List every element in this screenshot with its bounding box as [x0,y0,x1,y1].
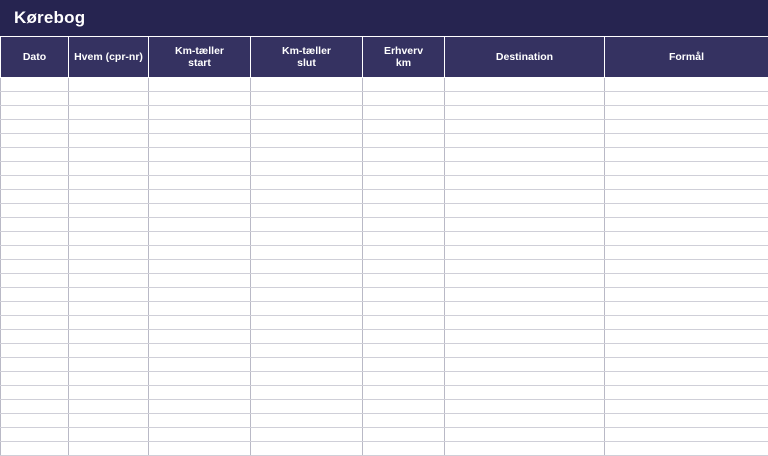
table-cell[interactable] [1,246,69,260]
table-cell[interactable] [605,428,768,442]
table-cell[interactable] [605,162,768,176]
column-header-dato: Dato [1,37,69,78]
table-cell[interactable] [69,302,149,316]
table-cell[interactable] [445,316,605,330]
table-cell[interactable] [251,78,363,92]
table-cell[interactable] [363,274,445,288]
table-row[interactable] [1,428,768,442]
table-cell[interactable] [605,288,768,302]
table-cell[interactable] [251,218,363,232]
table-cell[interactable] [1,176,69,190]
table-cell[interactable] [1,78,69,92]
table-cell[interactable] [69,442,149,456]
table-cell[interactable] [251,442,363,456]
table-row[interactable] [1,260,768,274]
table-cell[interactable] [445,400,605,414]
column-header-erhverv-km [363,37,445,78]
table-cell[interactable] [251,260,363,274]
table-cell[interactable] [363,148,445,162]
table-cell[interactable] [251,134,363,148]
table-cell[interactable] [363,190,445,204]
table-cell[interactable] [363,330,445,344]
table-cell[interactable] [445,176,605,190]
table-cell[interactable] [363,442,445,456]
table-cell[interactable] [605,442,768,456]
table-row[interactable] [1,204,768,218]
table-cell[interactable] [69,120,149,134]
table-cell[interactable] [605,316,768,330]
table-cell[interactable] [605,302,768,316]
table-cell[interactable] [149,372,251,386]
table-row[interactable] [1,120,768,134]
table-cell[interactable] [445,386,605,400]
table-cell[interactable] [363,260,445,274]
table-cell[interactable] [251,106,363,120]
table-cell[interactable] [251,120,363,134]
table-row[interactable] [1,218,768,232]
table-cell[interactable] [1,358,69,372]
table-cell[interactable] [605,134,768,148]
table-cell[interactable] [445,190,605,204]
table-cell[interactable] [445,120,605,134]
table-cell[interactable] [251,372,363,386]
table-row[interactable] [1,344,768,358]
table-cell[interactable] [149,260,251,274]
table-row[interactable] [1,442,768,456]
table-cell[interactable] [363,162,445,176]
column-header-km-slut-line2: slut [297,57,316,69]
table-cell[interactable] [69,274,149,288]
table-cell[interactable] [1,428,69,442]
table-cell[interactable] [1,316,69,330]
table-cell[interactable] [1,372,69,386]
table-cell[interactable] [149,302,251,316]
table-cell[interactable] [149,148,251,162]
table-cell[interactable] [251,302,363,316]
table-header-row [1,37,768,78]
table-cell[interactable] [363,372,445,386]
table-cell[interactable] [69,358,149,372]
table-header [1,37,768,78]
table-cell[interactable] [149,162,251,176]
column-header-formaal: Formål [605,37,768,78]
table-body [1,78,768,456]
table-cell[interactable] [363,120,445,134]
column-header-km-start-line2: start [188,57,211,69]
table-cell[interactable] [363,428,445,442]
table-row[interactable] [1,400,768,414]
table-row[interactable] [1,176,768,190]
table-cell[interactable] [149,176,251,190]
table-row[interactable] [1,190,768,204]
table-cell[interactable] [605,260,768,274]
table-cell[interactable] [69,428,149,442]
table-cell[interactable] [149,358,251,372]
table-cell[interactable] [605,120,768,134]
table-cell[interactable] [149,330,251,344]
table-cell[interactable] [1,106,69,120]
table-cell[interactable] [251,232,363,246]
table-cell[interactable] [69,372,149,386]
table-cell[interactable] [363,302,445,316]
table-row[interactable] [1,134,768,148]
table-cell[interactable] [445,372,605,386]
table-cell[interactable] [1,162,69,176]
table-cell[interactable] [149,274,251,288]
table-cell[interactable] [69,134,149,148]
table-row[interactable] [1,358,768,372]
table-cell[interactable] [363,386,445,400]
column-header-km-start-line1: Km-tæller [175,45,224,57]
table-row[interactable] [1,302,768,316]
table-cell[interactable] [149,442,251,456]
table-cell[interactable] [363,176,445,190]
table-cell[interactable] [149,204,251,218]
table-cell[interactable] [445,414,605,428]
table-cell[interactable] [445,260,605,274]
table-cell[interactable] [363,92,445,106]
table-cell[interactable] [149,246,251,260]
table-cell[interactable] [445,274,605,288]
table-cell[interactable] [363,316,445,330]
table-cell[interactable] [69,92,149,106]
table-cell[interactable] [69,400,149,414]
table-cell[interactable] [1,204,69,218]
table-cell[interactable] [363,344,445,358]
table-row[interactable] [1,106,768,120]
table-cell[interactable] [1,414,69,428]
table-cell[interactable] [605,106,768,120]
table-cell[interactable] [1,344,69,358]
table-cell[interactable] [1,400,69,414]
table-cell[interactable] [149,288,251,302]
table-cell[interactable] [149,414,251,428]
table-cell[interactable] [605,218,768,232]
table-cell[interactable] [69,414,149,428]
table-cell[interactable] [605,176,768,190]
table-cell[interactable] [251,358,363,372]
table-cell[interactable] [363,106,445,120]
table-cell[interactable] [149,120,251,134]
table-cell[interactable] [445,162,605,176]
table-cell[interactable] [445,428,605,442]
table-cell[interactable] [69,232,149,246]
table-row[interactable] [1,162,768,176]
table-cell[interactable] [1,302,69,316]
table-row[interactable] [1,78,768,92]
table-cell[interactable] [445,106,605,120]
table-cell[interactable] [1,134,69,148]
table-cell[interactable] [251,162,363,176]
table-cell[interactable] [69,218,149,232]
table-cell[interactable] [69,204,149,218]
table-cell[interactable] [251,190,363,204]
table-row[interactable] [1,288,768,302]
table-cell[interactable] [1,120,69,134]
table-cell[interactable] [363,218,445,232]
column-header-erhverv-km-line2: km [396,57,411,69]
table-cell[interactable] [1,190,69,204]
table-cell[interactable] [363,288,445,302]
table-cell[interactable] [363,134,445,148]
table-cell[interactable] [605,344,768,358]
table-row[interactable] [1,372,768,386]
table-cell[interactable] [149,218,251,232]
table-cell[interactable] [251,428,363,442]
table-cell[interactable] [363,358,445,372]
table-cell[interactable] [69,246,149,260]
table-cell[interactable] [605,148,768,162]
table-cell[interactable] [251,414,363,428]
table-cell[interactable] [251,344,363,358]
table-cell[interactable] [605,330,768,344]
table-cell[interactable] [363,414,445,428]
table-row[interactable] [1,330,768,344]
table-cell[interactable] [445,148,605,162]
table-cell[interactable] [605,232,768,246]
table-cell[interactable] [1,92,69,106]
table-cell[interactable] [69,176,149,190]
table-row[interactable] [1,148,768,162]
table-cell[interactable] [1,232,69,246]
table-cell[interactable] [605,358,768,372]
table-row[interactable] [1,274,768,288]
table-cell[interactable] [1,260,69,274]
column-header-km-start [149,37,251,78]
table-cell[interactable] [445,134,605,148]
table-cell[interactable] [251,288,363,302]
table-row[interactable] [1,386,768,400]
table-cell[interactable] [69,316,149,330]
table-cell[interactable] [605,400,768,414]
table-cell[interactable] [445,288,605,302]
table-cell[interactable] [605,190,768,204]
table-cell[interactable] [149,316,251,330]
table-cell[interactable] [69,148,149,162]
table-cell[interactable] [149,106,251,120]
table-cell[interactable] [605,78,768,92]
table-cell[interactable] [605,204,768,218]
table-cell[interactable] [251,330,363,344]
table-cell[interactable] [149,400,251,414]
column-header-erhverv-km-line1: Erhverv [384,45,423,57]
table-cell[interactable] [605,274,768,288]
table-cell[interactable] [69,288,149,302]
table-cell[interactable] [69,386,149,400]
table-cell[interactable] [445,358,605,372]
table-cell[interactable] [1,274,69,288]
table-cell[interactable] [445,344,605,358]
table-cell[interactable] [605,92,768,106]
table-cell[interactable] [363,78,445,92]
table-cell[interactable] [251,246,363,260]
page-title: Kørebog [14,8,85,28]
table-cell[interactable] [1,148,69,162]
table-cell[interactable] [251,400,363,414]
table-cell[interactable] [445,204,605,218]
table-cell[interactable] [251,92,363,106]
table-cell[interactable] [69,344,149,358]
table-cell[interactable] [149,386,251,400]
document-title-bar [0,0,768,36]
table-cell[interactable] [149,92,251,106]
table-cell[interactable] [69,190,149,204]
table-cell[interactable] [445,78,605,92]
table-cell[interactable] [363,400,445,414]
column-header-km-slut [251,37,363,78]
table-cell[interactable] [445,442,605,456]
table-row[interactable] [1,316,768,330]
table-cell[interactable] [149,190,251,204]
table-cell[interactable] [445,218,605,232]
column-header-destination: Destination [445,37,605,78]
table-cell[interactable] [149,344,251,358]
table-cell[interactable] [251,316,363,330]
table-cell[interactable] [69,106,149,120]
table-cell[interactable] [445,302,605,316]
table-cell[interactable] [1,218,69,232]
table-cell[interactable] [1,442,69,456]
table-cell[interactable] [605,386,768,400]
column-header-km-slut-line1: Km-tæller [282,45,331,57]
table-cell[interactable] [69,260,149,274]
table-cell[interactable] [251,148,363,162]
table-cell[interactable] [251,204,363,218]
table-cell[interactable] [1,288,69,302]
table-cell[interactable] [363,232,445,246]
table-row[interactable] [1,92,768,106]
table-row[interactable] [1,232,768,246]
column-header-hvem: Hvem (cpr-nr) [69,37,149,78]
table-cell[interactable] [445,330,605,344]
table-cell[interactable] [69,78,149,92]
table-cell[interactable] [149,428,251,442]
table-cell[interactable] [69,330,149,344]
table-cell[interactable] [251,176,363,190]
table-cell[interactable] [1,330,69,344]
table-cell[interactable] [149,232,251,246]
table-cell[interactable] [363,204,445,218]
table-cell[interactable] [363,246,445,260]
table-row[interactable] [1,414,768,428]
table-cell[interactable] [149,134,251,148]
table-cell[interactable] [251,274,363,288]
table-cell[interactable] [605,246,768,260]
table-cell[interactable] [445,232,605,246]
table-cell[interactable] [1,386,69,400]
driving-log-table [0,36,768,456]
table-cell[interactable] [605,372,768,386]
table-cell[interactable] [445,92,605,106]
table-cell[interactable] [251,386,363,400]
table-row[interactable] [1,246,768,260]
table-cell[interactable] [149,78,251,92]
table-cell[interactable] [69,162,149,176]
table-cell[interactable] [605,414,768,428]
table-cell[interactable] [445,246,605,260]
